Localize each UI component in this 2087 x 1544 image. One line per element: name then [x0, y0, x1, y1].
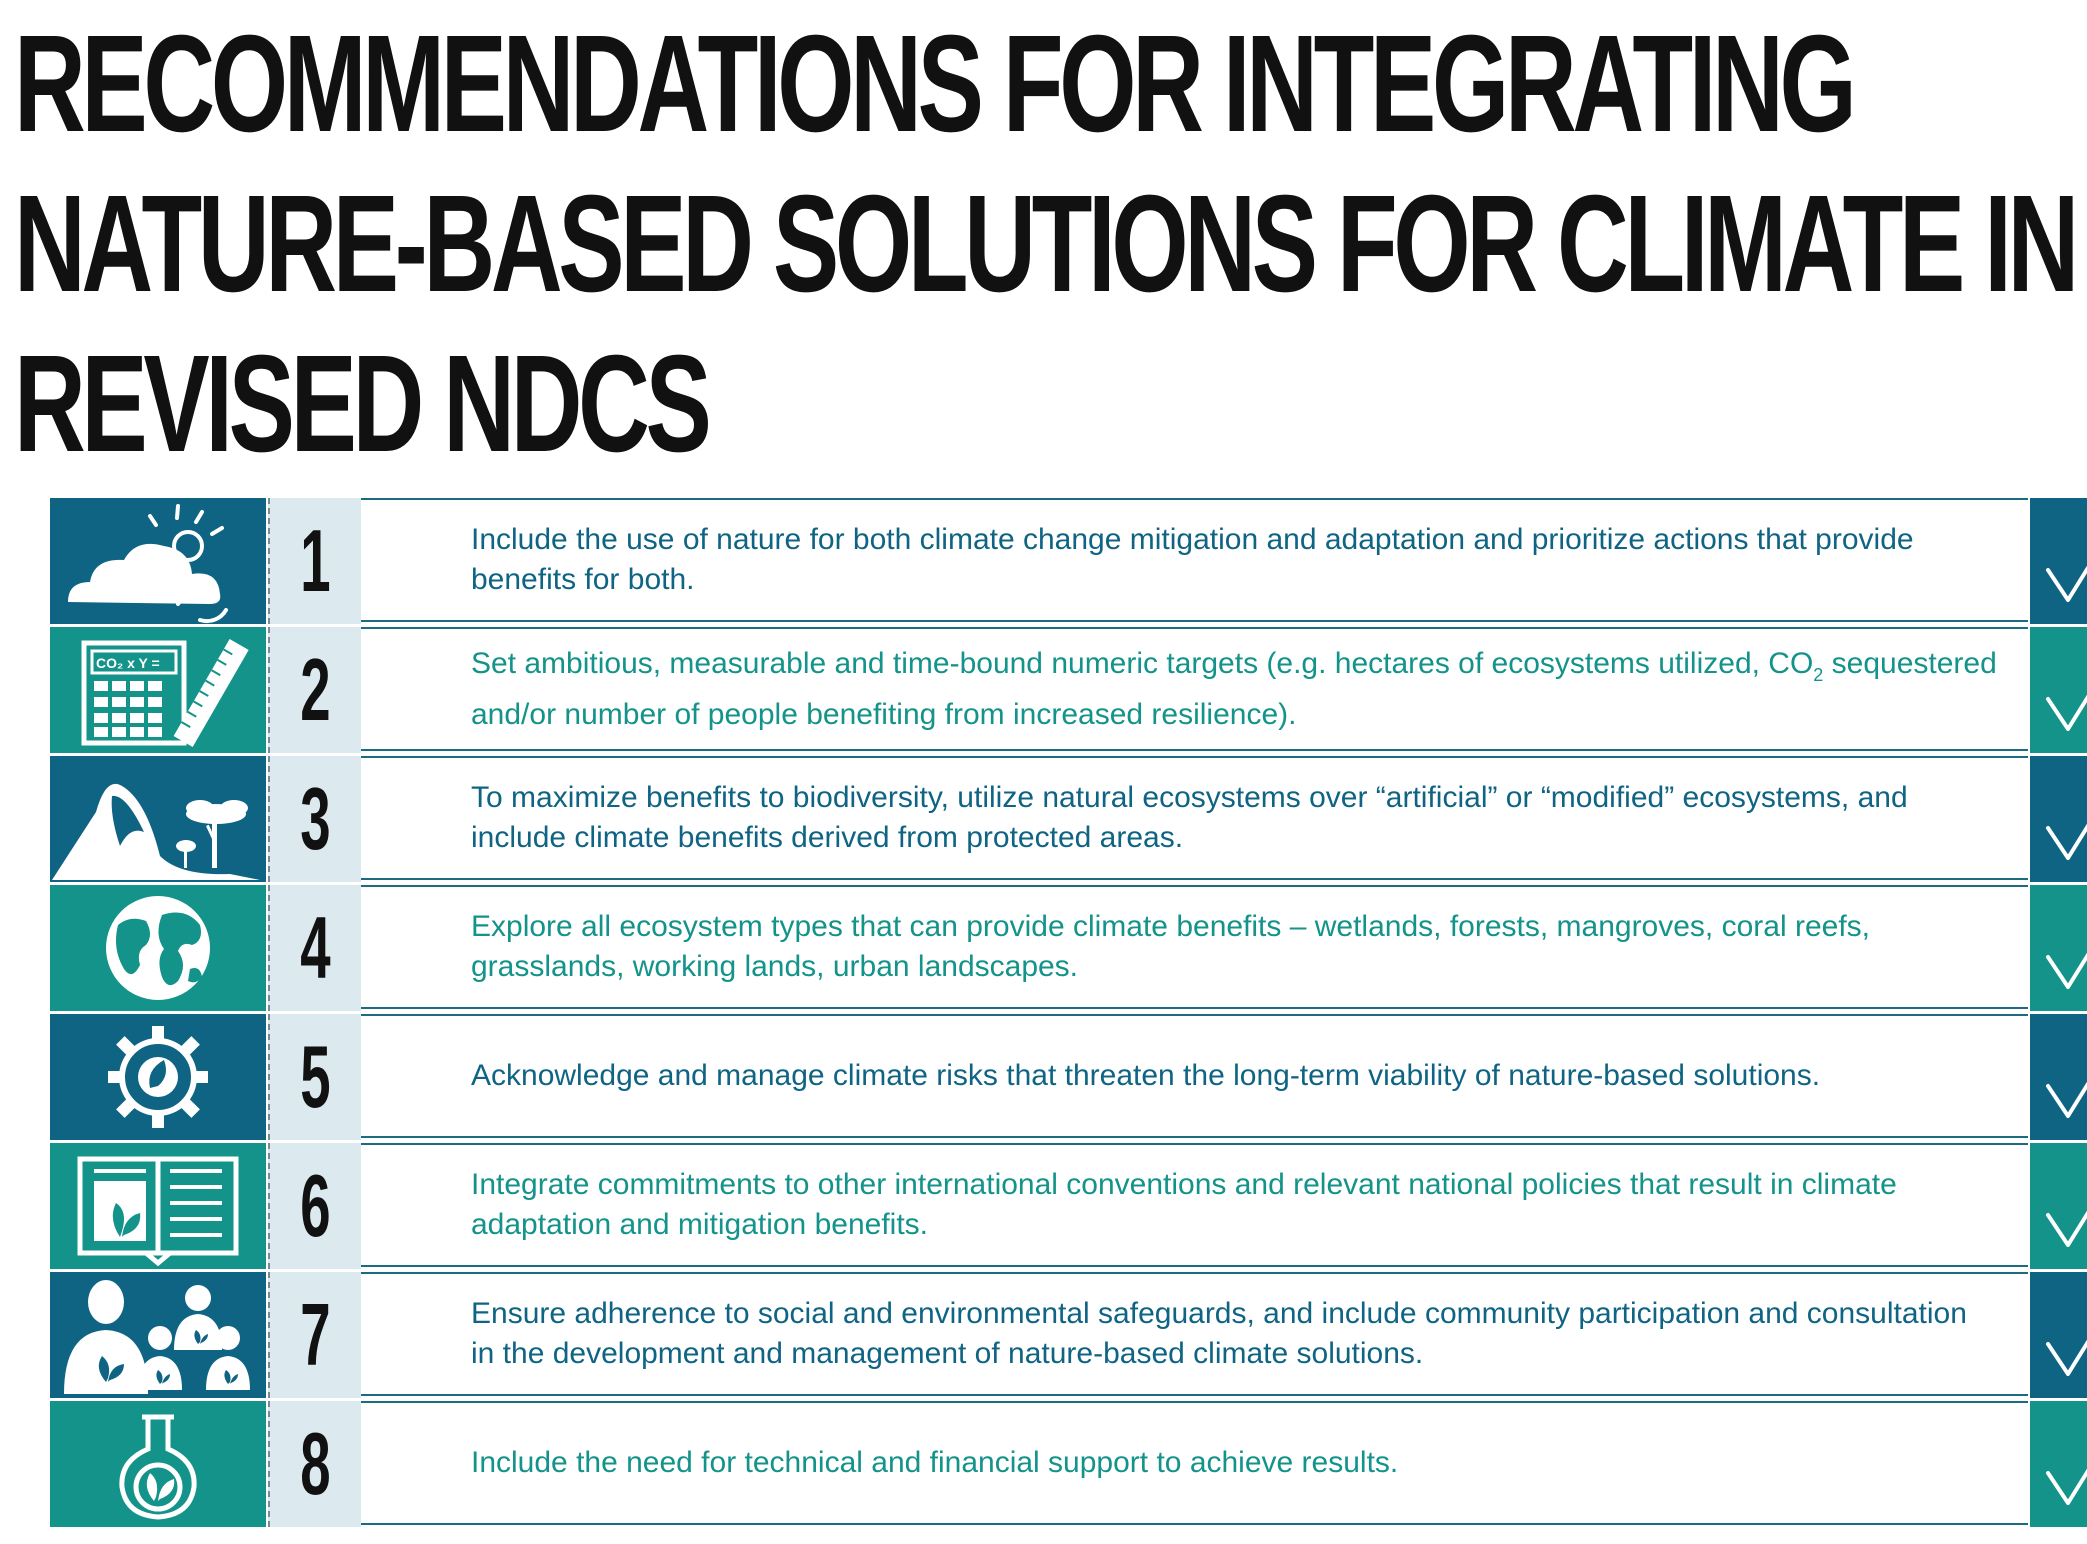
calculator-label: CO₂ x Y = [96, 655, 160, 671]
recommendation-row [50, 756, 2085, 882]
check-icon [2030, 1014, 2087, 1140]
recommendation-number: 6 [268, 1143, 361, 1269]
title-line-2: NATURE-BASED SOLUTIONS FOR CLIMATE IN [14, 167, 2075, 321]
recommendation-row [50, 885, 2085, 1011]
check-icon [2030, 756, 2087, 882]
recommendation-row [50, 627, 2085, 753]
recommendations-table [50, 498, 2085, 1530]
recommendation-text: Acknowledge and manage climate risks that threaten the long-term viability of nature-based solutions. [361, 1014, 2028, 1138]
check-icon [2030, 627, 2087, 753]
recommendation-text: Set ambitious, measurable and time-bound numeric targets (e.g. hectares of ecosystems utilized, $CO_2$ sequestered and/or number of people benefiting from increased resilience). [361, 627, 2028, 751]
globe-icon [50, 885, 266, 1011]
cloud-sun-cycle-icon [50, 498, 266, 624]
recommendation-number: 4 [268, 885, 361, 1011]
recommendation-row [50, 1401, 2085, 1527]
check-icon [2030, 498, 2087, 624]
book-leaf-icon [50, 1143, 266, 1269]
page-title [14, 4, 2075, 484]
recommendation-number: 1 [268, 498, 361, 624]
title-line-3: REVISED NDCS [14, 327, 708, 481]
check-icon [2030, 1143, 2087, 1269]
recommendation-row [50, 498, 2085, 624]
recommendation-number: 2 [268, 627, 361, 753]
recommendation-text: Ensure adherence to social and environmental safeguards, and include community participation and consultation in the development and management of nature-based climate solutions. [361, 1272, 2028, 1396]
recommendation-row [50, 1143, 2085, 1269]
community-people-icon [50, 1272, 266, 1398]
check-icon [2030, 1272, 2087, 1398]
title-line-1: RECOMMENDATIONS FOR INTEGRATING [14, 7, 1853, 161]
recommendation-number: 7 [268, 1272, 361, 1398]
recommendation-number: 5 [268, 1014, 361, 1140]
recommendation-text: Integrate commitments to other international conventions and relevant national policies that result in climate adaptation and mitigation benefits. [361, 1143, 2028, 1267]
recommendation-text: Include the use of nature for both climate change mitigation and adaptation and prioritize actions that provide benefits for both. [361, 498, 2028, 622]
check-icon [2030, 885, 2087, 1011]
recommendation-text: To maximize benefits to biodiversity, utilize natural ecosystems over “artificial” or “modified” ecosystems, and include climate benefits derived from protected areas. [361, 756, 2028, 880]
recommendation-row [50, 1272, 2085, 1398]
recommendation-number: 3 [268, 756, 361, 882]
recommendation-text: Explore all ecosystem types that can provide climate benefits – wetlands, forests, mangroves, coral reefs, grasslands, working lands, urban landscapes. [361, 885, 2028, 1009]
gear-leaf-icon [50, 1014, 266, 1140]
check-icon [2030, 1401, 2087, 1527]
recommendation-row [50, 1014, 2085, 1140]
flask-leaf-icon [50, 1401, 266, 1527]
calculator-ruler-icon [50, 627, 266, 753]
mountain-tree-icon [50, 756, 266, 882]
recommendation-number: 8 [268, 1401, 361, 1527]
recommendation-text: Include the need for technical and financial support to achieve results. [361, 1401, 2028, 1525]
